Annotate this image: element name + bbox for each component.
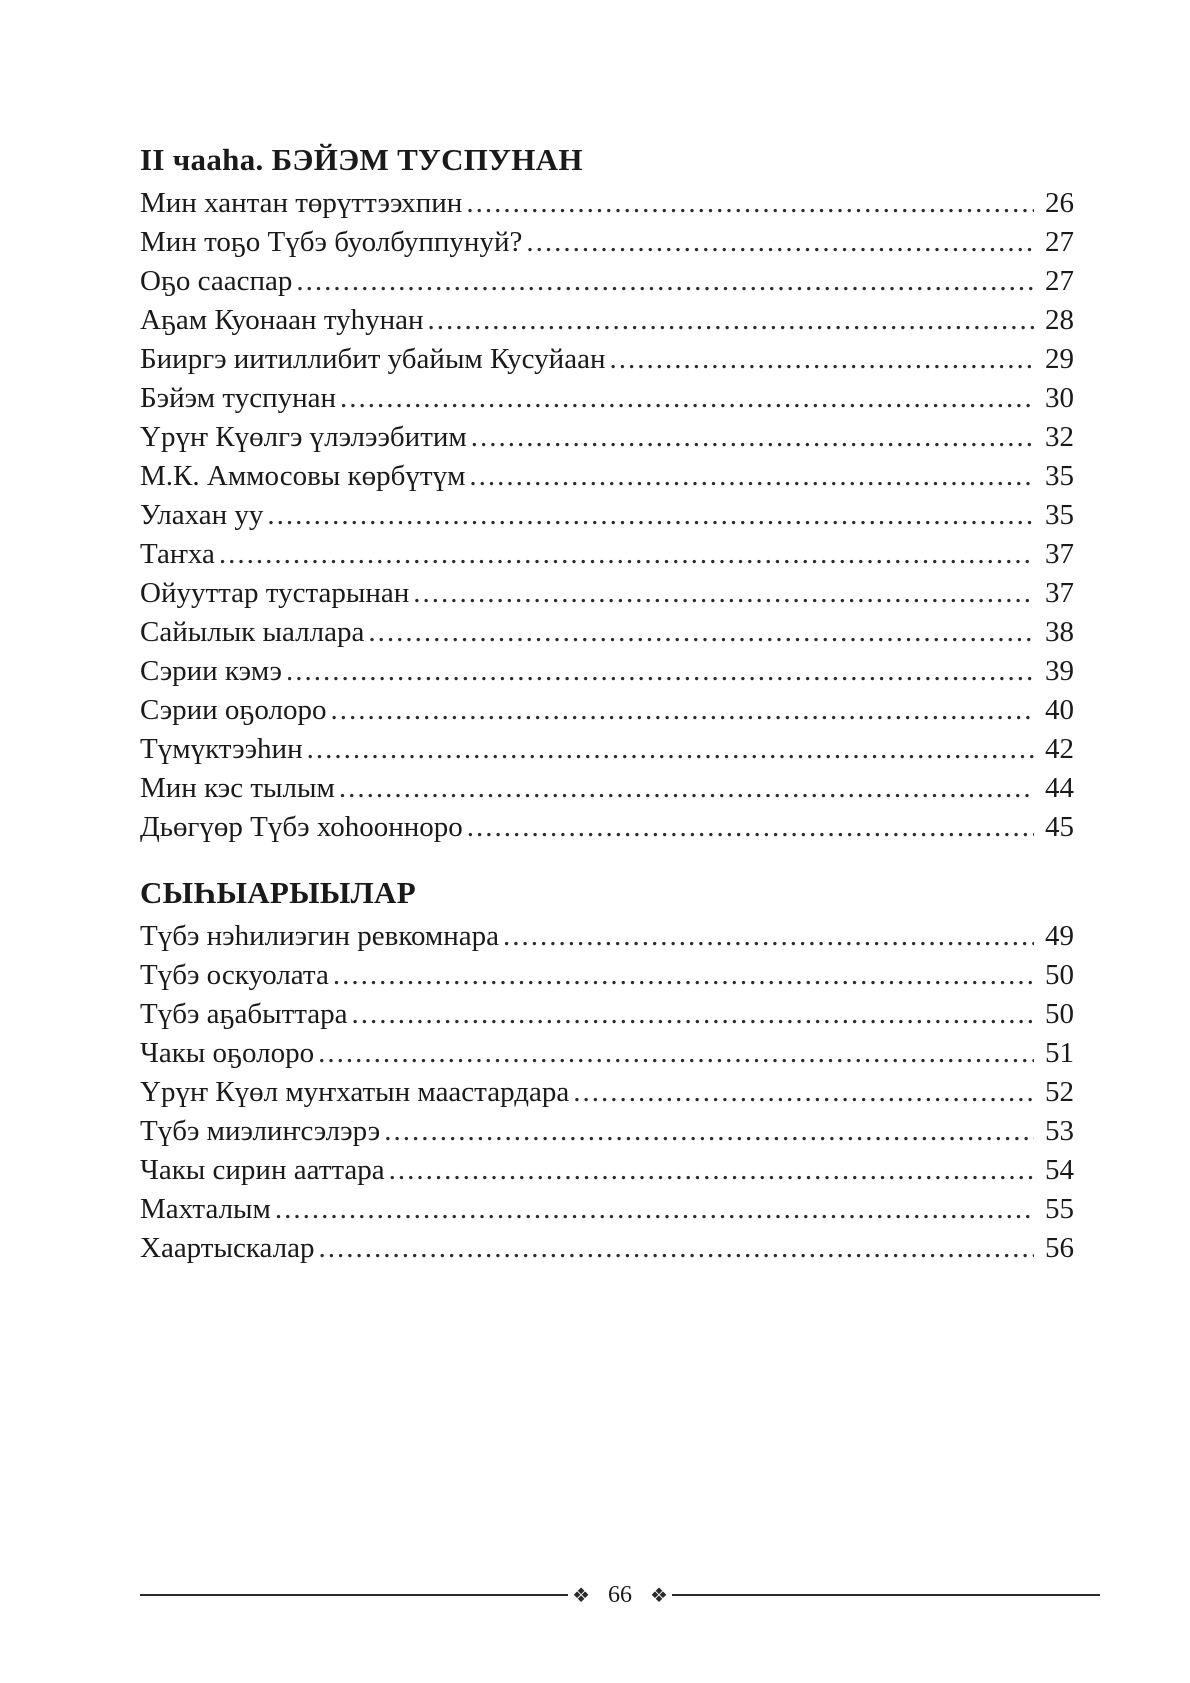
dot-leader (609, 340, 1034, 379)
dot-leader (428, 301, 1034, 340)
dot-leader (318, 1229, 1034, 1268)
dot-leader (384, 1112, 1034, 1151)
toc-entry-page: 32 (1045, 421, 1074, 453)
toc-entry-title: Дьөгүөр Түбэ хоһооннoро (140, 811, 463, 843)
toc-entry-page: 42 (1045, 733, 1074, 765)
dot-leader (413, 574, 1034, 613)
toc-entry-page: 30 (1045, 382, 1074, 414)
toc-entry-title: Үрүҥ Күөлгэ үлэлээбитим (140, 421, 467, 453)
toc-entry-page: 50 (1045, 998, 1074, 1030)
toc-entry-title: Оҕо сааспар (140, 265, 293, 297)
ornament-icon: ❖ (650, 1583, 668, 1607)
toc-entry-page: 53 (1045, 1115, 1074, 1147)
toc-entry-title: Түбэ аҕабыттара (140, 998, 348, 1030)
toc-entry (140, 418, 1074, 457)
dot-leader (296, 262, 1034, 301)
dot-leader (471, 418, 1034, 457)
toc-entry-page: 28 (1045, 304, 1074, 336)
toc-entry (140, 652, 1074, 691)
toc-entry-page: 50 (1045, 959, 1074, 991)
toc-entry-page: 35 (1045, 499, 1074, 531)
toc-entry-page: 37 (1045, 577, 1074, 609)
dot-leader (267, 496, 1034, 535)
toc-entry (140, 223, 1074, 262)
table-of-contents (140, 140, 1074, 1294)
dot-leader (352, 995, 1034, 1034)
toc-entry-page: 55 (1045, 1193, 1074, 1225)
toc-entry-title: Бэйэм туспунан (140, 382, 337, 414)
dot-leader (466, 184, 1034, 223)
toc-entry-page: 27 (1045, 265, 1074, 297)
footer-rule-right (672, 1594, 1100, 1596)
toc-entry (140, 995, 1074, 1034)
toc-entry-page: 56 (1045, 1232, 1074, 1264)
toc-entry-page: 51 (1045, 1037, 1074, 1069)
toc-entry-title: Чакы оҕолоро (140, 1037, 315, 1069)
toc-entry-title: Мин кэс тылым (140, 772, 335, 804)
dot-leader (469, 457, 1034, 496)
toc-entry (140, 535, 1074, 574)
toc-entry-page: 49 (1045, 920, 1074, 952)
dot-leader (368, 613, 1034, 652)
toc-list (140, 184, 1074, 847)
toc-list (140, 917, 1074, 1268)
toc-entry-title: Сэрии оҕолоро (140, 694, 327, 726)
toc-entry-page: 27 (1045, 226, 1074, 258)
toc-entry-title: Түмүктээһин (140, 733, 303, 765)
toc-entry (140, 379, 1074, 418)
dot-leader (307, 730, 1034, 769)
toc-entry-title: Бииргэ иитиллибит убайым Кусуйаан (140, 343, 606, 375)
toc-section-part-2 (140, 140, 1074, 847)
toc-entry-title: М.К. Аммосовы көрбүтүм (140, 460, 466, 492)
toc-entry-page: 52 (1045, 1076, 1074, 1108)
toc-entry-page: 37 (1045, 538, 1074, 570)
section-title: СЫҺЫАРЫЫЛАР (140, 875, 416, 910)
toc-section-appendices (140, 873, 1074, 1268)
toc-entry-title: Мин хантан төрүттээхпин (140, 187, 463, 219)
toc-entry-title: Ойууттар тустарынан (140, 577, 410, 609)
toc-entry-page: 38 (1045, 616, 1074, 648)
page-footer (140, 1580, 1100, 1610)
toc-entry (140, 1112, 1074, 1151)
dot-leader (286, 652, 1034, 691)
dot-leader (318, 1034, 1034, 1073)
toc-entry-title: Сайылык ыаллара (140, 616, 365, 648)
toc-entry-title: Таҥха (140, 538, 215, 570)
toc-entry-page: 26 (1045, 187, 1074, 219)
toc-entry (140, 808, 1074, 847)
toc-entry-page: 39 (1045, 655, 1074, 687)
toc-entry-title: Мин тоҕо Түбэ буолбуппунуй? (140, 226, 523, 258)
toc-entry (140, 917, 1074, 956)
toc-entry-page: 45 (1045, 811, 1074, 843)
toc-entry-title: Улахан уу (140, 499, 264, 531)
toc-entry (140, 301, 1074, 340)
toc-entry-title: Сэрии кэмэ (140, 655, 282, 687)
toc-entry-page: 54 (1045, 1154, 1074, 1186)
toc-entry-title: Чакы сирин ааттара (140, 1154, 385, 1186)
ornament-icon: ❖ (572, 1583, 590, 1607)
dot-leader (573, 1073, 1034, 1112)
dot-leader (330, 691, 1034, 730)
toc-entry (140, 1190, 1074, 1229)
toc-entry (140, 769, 1074, 808)
toc-entry (140, 1229, 1074, 1268)
dot-leader (389, 1151, 1034, 1190)
dot-leader (275, 1190, 1034, 1229)
toc-entry-page: 35 (1045, 460, 1074, 492)
dot-leader (340, 379, 1034, 418)
dot-leader (219, 535, 1034, 574)
toc-entry (140, 613, 1074, 652)
dot-leader (333, 956, 1034, 995)
dot-leader (526, 223, 1034, 262)
toc-entry-page: 29 (1045, 343, 1074, 375)
dot-leader (467, 808, 1034, 847)
toc-entry (140, 730, 1074, 769)
toc-entry (140, 340, 1074, 379)
toc-entry (140, 496, 1074, 535)
page-number: 66 (608, 1582, 632, 1608)
toc-entry-title: Хаартыскалар (140, 1232, 315, 1264)
toc-entry (140, 457, 1074, 496)
toc-entry-title: Махталым (140, 1193, 271, 1225)
toc-entry-page: 44 (1045, 772, 1074, 804)
toc-entry (140, 184, 1074, 223)
footer-rule-left (140, 1594, 568, 1596)
toc-entry-title: Үрүҥ Күөл муҥхатын маастардара (140, 1076, 570, 1108)
toc-entry-title: Түбэ нэһилиэгин ревкомнара (140, 920, 500, 952)
toc-entry (140, 1034, 1074, 1073)
toc-entry (140, 1151, 1074, 1190)
toc-entry-title: Түбэ оскуолата (140, 959, 329, 991)
toc-entry (140, 956, 1074, 995)
toc-entry (140, 691, 1074, 730)
section-title: II чааһа. БЭЙЭМ ТУСПУНАН (140, 142, 583, 177)
toc-entry-title: Аҕам Куонаан туһунан (140, 304, 424, 336)
toc-entry (140, 262, 1074, 301)
toc-entry-title: Түбэ миэлиҥсэлэрэ (140, 1115, 381, 1147)
dot-leader (503, 917, 1034, 956)
toc-entry (140, 1073, 1074, 1112)
dot-leader (339, 769, 1034, 808)
toc-entry (140, 574, 1074, 613)
toc-entry-page: 40 (1045, 694, 1074, 726)
